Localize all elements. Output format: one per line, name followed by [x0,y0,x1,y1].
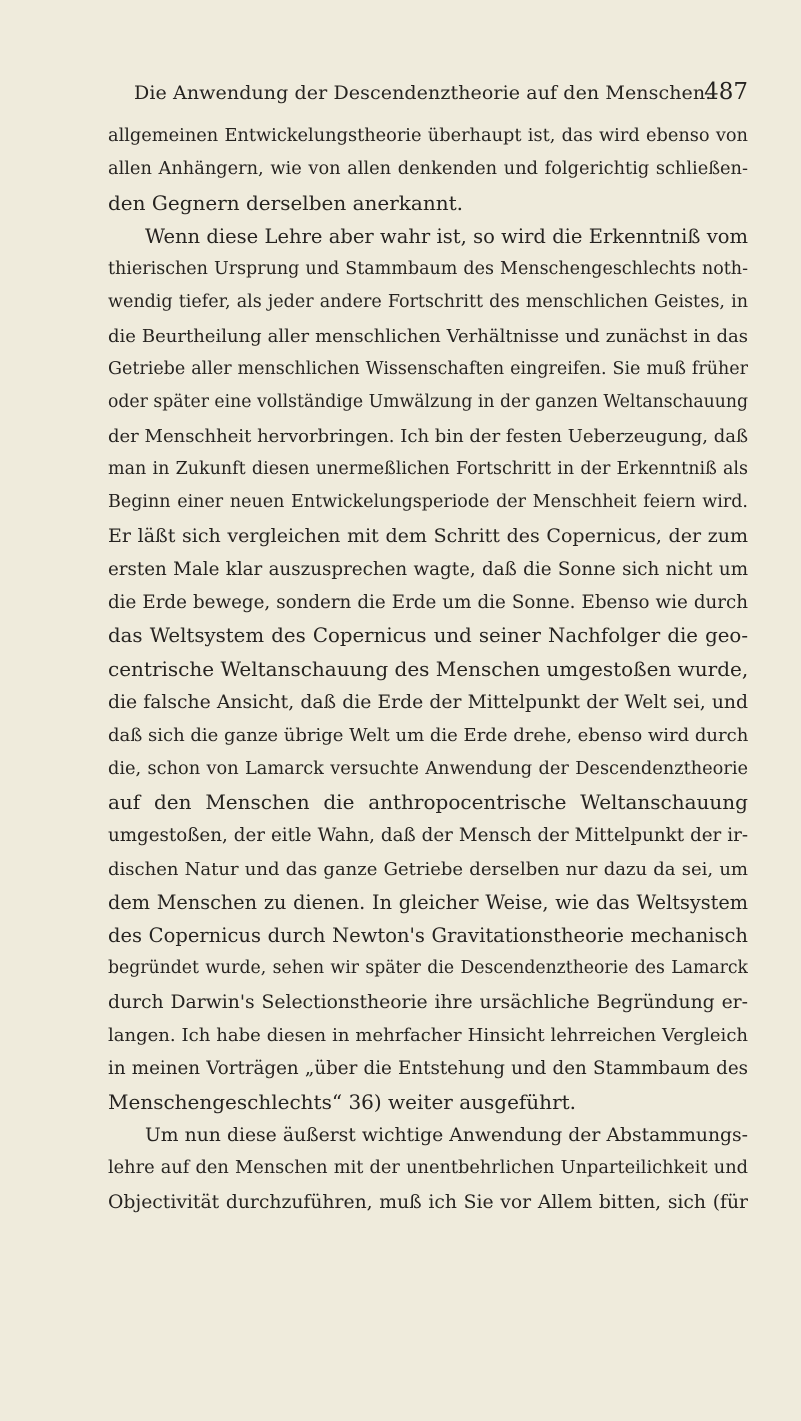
text-line: Getriebe aller menschlichen Wissenschaften eingreifen. Sie muß früher [108,359,748,380]
text-line: daß sich die ganze übrige Welt um die Erde drehe, ebenso wird durch [108,725,748,747]
text-line: thierischen Ursprung und Stammbaum des Menschengeschlechts noth- [108,259,748,280]
text-line: in meinen Vorträgen „über die Entstehung und den Stammbaum des [108,1058,748,1080]
text-line: die falsche Ansicht, daß die Erde der Mittelpunkt der Welt sei, und [108,692,748,714]
text-line: der Menschheit hervorbringen. Ich bin der festen Ueberzeugung, daß [108,425,748,447]
text-line: man in Zukunft diesen unermeßlichen Fortschritt in der Erkenntniß als [108,458,748,479]
text-line: centrische Weltanschauung des Menschen umgestoßen wurde, [108,656,748,681]
text-line: oder später eine vollständige Umwälzung in der ganzen Weltanschauung [108,392,748,413]
text-line: wendig tiefer, als jeder andere Fortschritt des menschlichen Geistes, in [108,292,748,313]
text-line: das Weltsystem des Copernicus und seiner Nachfolger die geo- [108,624,748,648]
text-line: die, schon von Lamarck versuchte Anwendung der Descendenztheorie [108,758,748,779]
text-line: den Gegnern derselben anerkannt. [108,190,463,215]
text-line: Objectivität durchzuführen, muß ich Sie vor Allem bitten, sich (für [108,1191,748,1213]
text-line: allen Anhängern, wie von allen denkenden und folgerichtig schließen- [108,159,748,180]
text-line: Beginn einer neuen Entwickelungsperiode der Menschheit feiern wird. [108,492,748,513]
running-title: Die Anwendung der Descendenztheorie auf den Menschen. [134,82,712,104]
text-line: langen. Ich habe diesen in mehrfacher Hinsicht lehrreichen Vergleich [108,1025,748,1047]
running-head [108,80,748,110]
text-line: begründet wurde, sehen wir später die Descendenztheorie des Lamarck [108,958,748,979]
text-line: durch Darwin's Selectionstheorie ihre ursächliche Begründung er- [108,991,748,1013]
text-line: die Erde bewege, sondern die Erde um die Sonne. Ebenso wie durch [108,592,748,614]
page-number: 487 [704,79,748,105]
text-line: dischen Natur und das ganze Getriebe derselben nur dazu da sei, um [108,858,748,880]
text-line: des Copernicus durch Newton's Gravitationstheorie mechanisch [108,924,748,948]
body-text [108,120,748,1219]
text-line: Wenn diese Lehre aber wahr ist, so wird die Erkenntniß vom [145,224,748,248]
text-line: die Beurtheilung aller menschlichen Verhältnisse und zunächst in das [108,325,748,347]
text-line: Um nun diese äußerst wichtige Anwendung der Abstammungs- [145,1124,748,1146]
text-line: lehre auf den Menschen mit der unentbehrlichen Unparteilichkeit und [108,1158,748,1179]
text-line: Menschengeschlechts“ 36) weiter ausgeführt. [108,1089,577,1114]
text-line: ersten Male klar auszusprechen wagte, daß die Sonne sich nicht um [108,558,748,580]
text-line: umgestoßen, der eitle Wahn, daß der Mensch der Mittelpunkt der ir- [108,825,748,847]
text-line: Er läßt sich vergleichen mit dem Schritt des Copernicus, der zum [108,524,748,547]
text-line: allgemeinen Entwickelungstheorie überhaupt ist, das wird ebenso von [108,126,748,146]
text-line: dem Menschen zu dienen. In gleicher Weise, wie das Weltsystem [108,890,748,914]
text-line: auf den Menschen die anthropocentrische Weltanschauung [108,789,748,814]
